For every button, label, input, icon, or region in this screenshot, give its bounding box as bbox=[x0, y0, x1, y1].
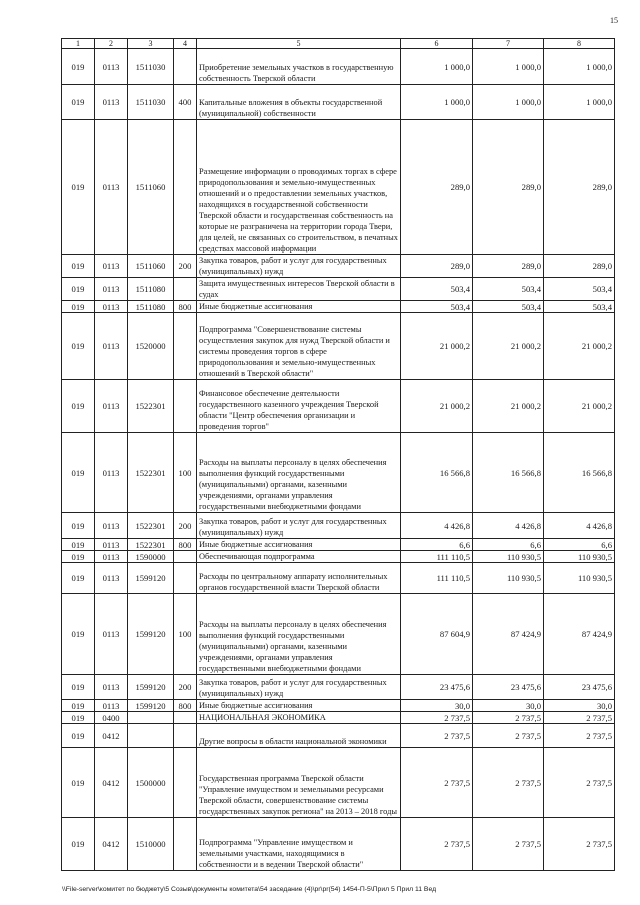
cell-description: Финансовое обеспечение деятельности государственного казенного учреждения Тверской области "Центр обеспечения организации и проведения торгов" bbox=[197, 380, 401, 433]
cell-section: 0113 bbox=[95, 513, 128, 539]
cell-amount-col8: 110 930,5 bbox=[544, 563, 615, 594]
cell-amount-col6: 87 604,9 bbox=[401, 594, 473, 675]
table-row bbox=[62, 700, 615, 712]
table-row bbox=[62, 712, 615, 724]
cell-amount-col7: 6,6 bbox=[473, 539, 544, 551]
column-header: 4 bbox=[174, 39, 197, 49]
cell-target-article: 1511060 bbox=[128, 255, 174, 278]
cell-amount-col8: 289,0 bbox=[544, 120, 615, 255]
cell-section: 0412 bbox=[95, 724, 128, 748]
cell-admin-code: 019 bbox=[62, 551, 95, 563]
cell-amount-col7: 2 737,5 bbox=[473, 724, 544, 748]
cell-amount-col7: 21 000,2 bbox=[473, 380, 544, 433]
table-row bbox=[62, 748, 615, 818]
cell-section: 0412 bbox=[95, 818, 128, 871]
cell-section: 0113 bbox=[95, 594, 128, 675]
cell-section: 0113 bbox=[95, 255, 128, 278]
cell-amount-col6: 289,0 bbox=[401, 255, 473, 278]
cell-description: НАЦИОНАЛЬНАЯ ЭКОНОМИКА bbox=[197, 712, 401, 724]
cell-expense-type bbox=[174, 563, 197, 594]
cell-expense-type: 800 bbox=[174, 700, 197, 712]
cell-amount-col6: 23 475,6 bbox=[401, 675, 473, 700]
cell-amount-col6: 6,6 bbox=[401, 539, 473, 551]
cell-amount-col8: 6,6 bbox=[544, 539, 615, 551]
cell-amount-col6: 503,4 bbox=[401, 278, 473, 301]
cell-expense-type: 800 bbox=[174, 301, 197, 313]
cell-target-article: 1510000 bbox=[128, 818, 174, 871]
cell-amount-col8: 21 000,2 bbox=[544, 380, 615, 433]
cell-target-article: 1511080 bbox=[128, 301, 174, 313]
cell-admin-code: 019 bbox=[62, 712, 95, 724]
file-path-footer: \\File-server\комитет по бюджету\5 Созыв\документы комитета\54 заседание (4)\pr\pr(54) 1454-П-5\Прил 5 Прил 11 Вед bbox=[62, 886, 437, 893]
cell-amount-col6: 2 737,5 bbox=[401, 748, 473, 818]
cell-section: 0113 bbox=[95, 120, 128, 255]
cell-description: Подпрограмма "Совершенствование системы осуществления закупок для нужд Тверской области и системы проведения торгов в сфере природопользования и земельно-имущественных отношений в Тверской области" bbox=[197, 313, 401, 380]
cell-section: 0113 bbox=[95, 433, 128, 513]
cell-section: 0400 bbox=[95, 712, 128, 724]
cell-amount-col7: 87 424,9 bbox=[473, 594, 544, 675]
cell-amount-col7: 16 566,8 bbox=[473, 433, 544, 513]
cell-amount-col7: 1 000,0 bbox=[473, 49, 544, 85]
cell-admin-code: 019 bbox=[62, 49, 95, 85]
cell-description: Обеспечивающая подпрограмма bbox=[197, 551, 401, 563]
table-row bbox=[62, 818, 615, 871]
cell-amount-col8: 110 930,5 bbox=[544, 551, 615, 563]
cell-target-article: 1599120 bbox=[128, 594, 174, 675]
cell-description: Другие вопросы в области национальной экономики bbox=[197, 724, 401, 748]
cell-description: Иные бюджетные ассигнования bbox=[197, 539, 401, 551]
cell-target-article: 1500000 bbox=[128, 748, 174, 818]
table-row bbox=[62, 675, 615, 700]
cell-amount-col8: 21 000,2 bbox=[544, 313, 615, 380]
cell-expense-type bbox=[174, 49, 197, 85]
cell-amount-col6: 111 110,5 bbox=[401, 563, 473, 594]
cell-target-article: 1522301 bbox=[128, 539, 174, 551]
cell-admin-code: 019 bbox=[62, 563, 95, 594]
cell-expense-type: 200 bbox=[174, 255, 197, 278]
cell-expense-type bbox=[174, 818, 197, 871]
column-header: 8 bbox=[544, 39, 615, 49]
cell-admin-code: 019 bbox=[62, 313, 95, 380]
cell-amount-col6: 16 566,8 bbox=[401, 433, 473, 513]
cell-section: 0113 bbox=[95, 539, 128, 551]
cell-amount-col6: 289,0 bbox=[401, 120, 473, 255]
cell-amount-col6: 111 110,5 bbox=[401, 551, 473, 563]
column-header: 5 bbox=[197, 39, 401, 49]
cell-section: 0113 bbox=[95, 675, 128, 700]
column-header: 6 bbox=[401, 39, 473, 49]
cell-expense-type: 400 bbox=[174, 85, 197, 120]
cell-expense-type bbox=[174, 724, 197, 748]
cell-expense-type bbox=[174, 748, 197, 818]
cell-amount-col6: 4 426,8 bbox=[401, 513, 473, 539]
cell-section: 0113 bbox=[95, 563, 128, 594]
cell-expense-type bbox=[174, 712, 197, 724]
cell-admin-code: 019 bbox=[62, 539, 95, 551]
table-row bbox=[62, 380, 615, 433]
cell-expense-type bbox=[174, 313, 197, 380]
cell-section: 0113 bbox=[95, 278, 128, 301]
cell-description: Расходы по центральному аппарату исполнительных органов государственной власти Тверской области bbox=[197, 563, 401, 594]
cell-section: 0113 bbox=[95, 85, 128, 120]
cell-amount-col8: 16 566,8 bbox=[544, 433, 615, 513]
cell-target-article: 1522301 bbox=[128, 433, 174, 513]
cell-admin-code: 019 bbox=[62, 120, 95, 255]
cell-target-article: 1511030 bbox=[128, 85, 174, 120]
cell-admin-code: 019 bbox=[62, 85, 95, 120]
table-row bbox=[62, 278, 615, 301]
cell-admin-code: 019 bbox=[62, 748, 95, 818]
cell-amount-col7: 21 000,2 bbox=[473, 313, 544, 380]
cell-amount-col7: 289,0 bbox=[473, 120, 544, 255]
cell-amount-col6: 2 737,5 bbox=[401, 712, 473, 724]
cell-admin-code: 019 bbox=[62, 513, 95, 539]
cell-section: 0113 bbox=[95, 700, 128, 712]
column-header: 1 bbox=[62, 39, 95, 49]
column-header: 7 bbox=[473, 39, 544, 49]
cell-admin-code: 019 bbox=[62, 594, 95, 675]
cell-amount-col8: 2 737,5 bbox=[544, 818, 615, 871]
cell-description: Защита имущественных интересов Тверской области в судах bbox=[197, 278, 401, 301]
cell-amount-col8: 2 737,5 bbox=[544, 712, 615, 724]
cell-amount-col7: 503,4 bbox=[473, 278, 544, 301]
cell-section: 0113 bbox=[95, 551, 128, 563]
cell-expense-type: 800 bbox=[174, 539, 197, 551]
cell-expense-type bbox=[174, 551, 197, 563]
cell-target-article: 1599120 bbox=[128, 700, 174, 712]
cell-amount-col8: 2 737,5 bbox=[544, 748, 615, 818]
column-header: 3 bbox=[128, 39, 174, 49]
cell-amount-col8: 23 475,6 bbox=[544, 675, 615, 700]
cell-description: Закупка товаров, работ и услуг для государственных (муниципальных) нужд bbox=[197, 675, 401, 700]
table-row bbox=[62, 301, 615, 313]
page-number: 15 bbox=[610, 16, 618, 25]
cell-amount-col8: 503,4 bbox=[544, 278, 615, 301]
cell-target-article: 1522301 bbox=[128, 513, 174, 539]
cell-admin-code: 019 bbox=[62, 724, 95, 748]
cell-admin-code: 019 bbox=[62, 380, 95, 433]
cell-target-article: 1599120 bbox=[128, 675, 174, 700]
cell-amount-col6: 503,4 bbox=[401, 301, 473, 313]
cell-target-article bbox=[128, 724, 174, 748]
cell-expense-type: 200 bbox=[174, 675, 197, 700]
cell-section: 0412 bbox=[95, 748, 128, 818]
cell-admin-code: 019 bbox=[62, 255, 95, 278]
cell-amount-col8: 2 737,5 bbox=[544, 724, 615, 748]
cell-amount-col6: 1 000,0 bbox=[401, 49, 473, 85]
table-row bbox=[62, 513, 615, 539]
cell-description: Расходы на выплаты персоналу в целях обеспечения выполнения функций государственными (муниципальными) органами, казенными учреждениями, органами управления государственными внебюджетными фондами bbox=[197, 594, 401, 675]
table-row bbox=[62, 255, 615, 278]
cell-target-article: 1590000 bbox=[128, 551, 174, 563]
cell-amount-col8: 1 000,0 bbox=[544, 49, 615, 85]
cell-amount-col7: 30,0 bbox=[473, 700, 544, 712]
cell-amount-col8: 289,0 bbox=[544, 255, 615, 278]
cell-target-article: 1511060 bbox=[128, 120, 174, 255]
cell-target-article bbox=[128, 712, 174, 724]
cell-admin-code: 019 bbox=[62, 675, 95, 700]
cell-description: Закупка товаров, работ и услуг для государственных (муниципальных) нужд bbox=[197, 513, 401, 539]
cell-amount-col6: 21 000,2 bbox=[401, 313, 473, 380]
cell-amount-col7: 2 737,5 bbox=[473, 818, 544, 871]
cell-admin-code: 019 bbox=[62, 433, 95, 513]
cell-amount-col8: 1 000,0 bbox=[544, 85, 615, 120]
cell-description: Расходы на выплаты персоналу в целях обеспечения выполнения функций государственными (муниципальными) органами, казенными учреждениями, органами управления государственными внебюджетными фондами bbox=[197, 433, 401, 513]
cell-target-article: 1511030 bbox=[128, 49, 174, 85]
cell-admin-code: 019 bbox=[62, 700, 95, 712]
cell-target-article: 1599120 bbox=[128, 563, 174, 594]
cell-expense-type: 200 bbox=[174, 513, 197, 539]
cell-target-article: 1520000 bbox=[128, 313, 174, 380]
cell-amount-col7: 110 930,5 bbox=[473, 563, 544, 594]
cell-description: Размещение информации о проводимых торгах в сфере природопользования и земельно-имущественных отношений и о предоставлении земельных участков, находящихся в государственной собственности Тверской области и государственная собственность на которые не разграничена на территории города Твери, для целей, не связанных со строительством, в печатных средствах массовой информации bbox=[197, 120, 401, 255]
cell-expense-type bbox=[174, 278, 197, 301]
budget-table bbox=[61, 38, 615, 871]
cell-description: Иные бюджетные ассигнования bbox=[197, 700, 401, 712]
cell-amount-col6: 21 000,2 bbox=[401, 380, 473, 433]
cell-amount-col7: 2 737,5 bbox=[473, 712, 544, 724]
table-row bbox=[62, 563, 615, 594]
cell-amount-col7: 2 737,5 bbox=[473, 748, 544, 818]
cell-amount-col7: 4 426,8 bbox=[473, 513, 544, 539]
column-header: 2 bbox=[95, 39, 128, 49]
header-row bbox=[62, 39, 615, 49]
cell-amount-col7: 289,0 bbox=[473, 255, 544, 278]
cell-amount-col7: 23 475,6 bbox=[473, 675, 544, 700]
cell-amount-col8: 87 424,9 bbox=[544, 594, 615, 675]
table-row bbox=[62, 85, 615, 120]
cell-admin-code: 019 bbox=[62, 818, 95, 871]
cell-section: 0113 bbox=[95, 49, 128, 85]
cell-target-article: 1511080 bbox=[128, 278, 174, 301]
table-row bbox=[62, 539, 615, 551]
cell-description: Подпрограмма "Управление имуществом и земельными участками, находящимися в собственности и в ведении Тверской области" bbox=[197, 818, 401, 871]
table-row bbox=[62, 594, 615, 675]
cell-amount-col7: 503,4 bbox=[473, 301, 544, 313]
table-row bbox=[62, 433, 615, 513]
cell-description: Государственная программа Тверской области "Управление имуществом и земельными ресурсами Тверской области, совершенствование системы государственных закупок региона" на 2013 – 2018 годы bbox=[197, 748, 401, 818]
table-row bbox=[62, 724, 615, 748]
cell-amount-col6: 2 737,5 bbox=[401, 724, 473, 748]
cell-target-article: 1522301 bbox=[128, 380, 174, 433]
cell-expense-type bbox=[174, 380, 197, 433]
cell-admin-code: 019 bbox=[62, 278, 95, 301]
cell-expense-type: 100 bbox=[174, 594, 197, 675]
cell-amount-col7: 1 000,0 bbox=[473, 85, 544, 120]
table-row bbox=[62, 120, 615, 255]
cell-description: Иные бюджетные ассигнования bbox=[197, 301, 401, 313]
cell-section: 0113 bbox=[95, 380, 128, 433]
cell-section: 0113 bbox=[95, 313, 128, 380]
cell-expense-type: 100 bbox=[174, 433, 197, 513]
cell-amount-col8: 30,0 bbox=[544, 700, 615, 712]
cell-description: Капитальные вложения в объекты государственной (муниципальной) собственности bbox=[197, 85, 401, 120]
cell-amount-col7: 110 930,5 bbox=[473, 551, 544, 563]
cell-description: Приобретение земельных участков в государственную собственность Тверской области bbox=[197, 49, 401, 85]
cell-admin-code: 019 bbox=[62, 301, 95, 313]
cell-amount-col6: 1 000,0 bbox=[401, 85, 473, 120]
cell-amount-col6: 30,0 bbox=[401, 700, 473, 712]
cell-expense-type bbox=[174, 120, 197, 255]
table-row bbox=[62, 551, 615, 563]
cell-section: 0113 bbox=[95, 301, 128, 313]
cell-description: Закупка товаров, работ и услуг для государственных (муниципальных) нужд bbox=[197, 255, 401, 278]
cell-amount-col8: 503,4 bbox=[544, 301, 615, 313]
cell-amount-col6: 2 737,5 bbox=[401, 818, 473, 871]
table-row bbox=[62, 313, 615, 380]
cell-amount-col8: 4 426,8 bbox=[544, 513, 615, 539]
table-row bbox=[62, 49, 615, 85]
